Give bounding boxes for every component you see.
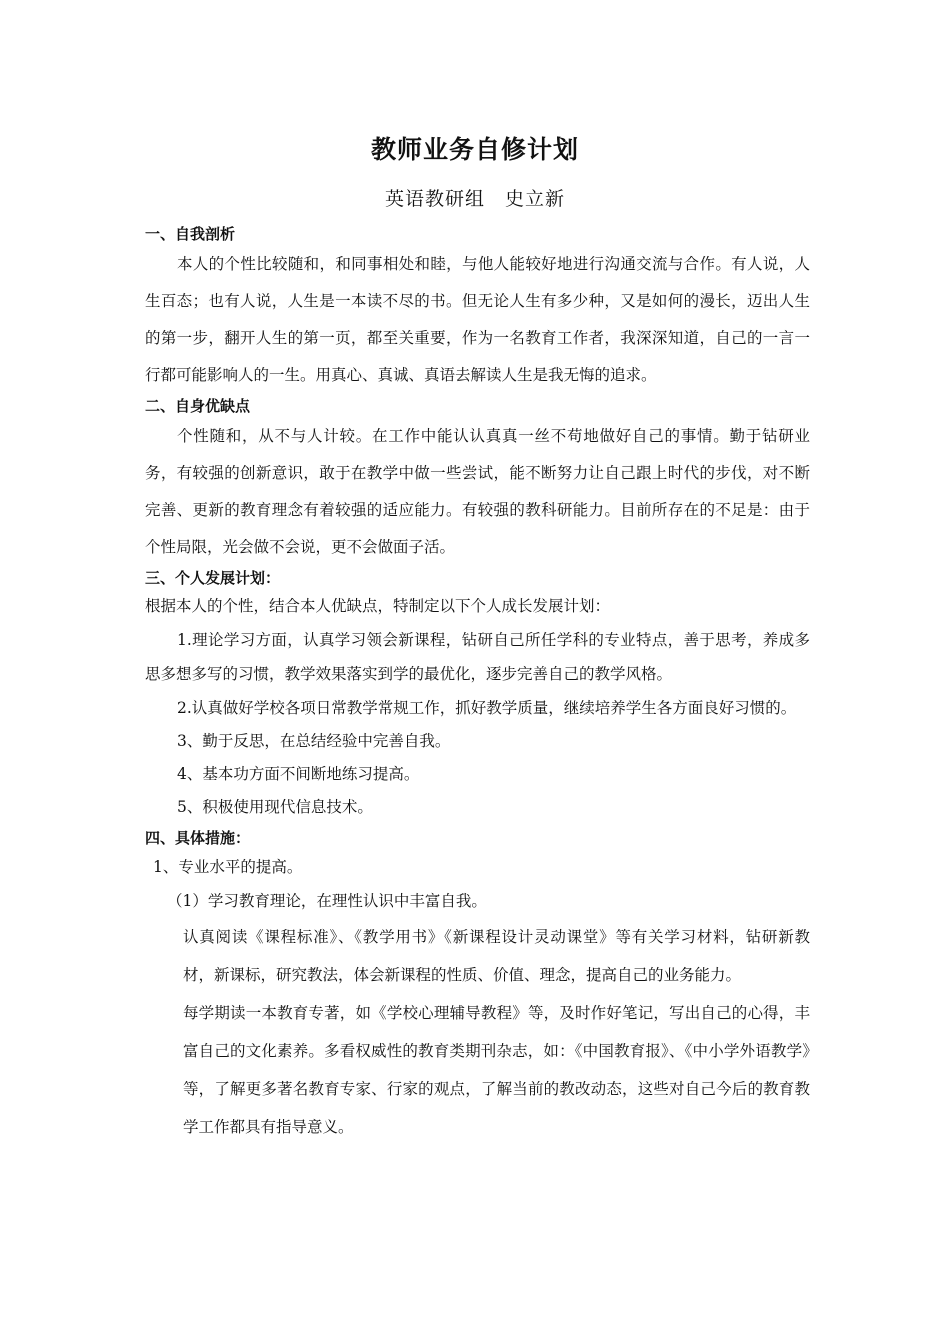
section-heading-self-analysis: 一、自我剖析 [145,225,236,243]
section-heading-strengths-weaknesses: 二、自身优缺点 [145,397,251,415]
document-body [145,222,810,1146]
plan-item: 4、基本功方面不间断地练习提高。 [177,765,420,783]
self-analysis-paragraph: 本人的个性比较随和，和同事相处和睦，与他人能较好地进行沟通交流与合作。有人说，人生百态；也有人说，人生是一本读不尽的书。但无论人生有多少种，又是如何的漫长，迈出人生的第一步，翻开人生的第一页，都至关重要，作为一名教育工作者，我深深知道，自己的一言一行都可能影响人的一生。用真心、真诚、真语去解读人生是我无悔的追求。 [145,255,810,384]
measures-subheading-professional: 1、专业水平的提高。 [153,858,303,876]
plan-item: 2.认真做好学校各项日常教学常规工作，抓好教学质量，继续培养学生各方面良好习惯的。 [177,699,797,717]
development-plan-intro: 根据本人的个性，结合本人优缺点，特制定以下个人成长发展计划： [145,597,611,615]
strengths-weaknesses-paragraph: 个性随和，从不与人计较。在工作中能认认真真一丝不苟地做好自己的事情。勤于钻研业务，有较强的创新意识，敢于在教学中做一些尝试，能不断努力让自己跟上时代的步伐，对不断完善、更新的教育理念有着较强的适应能力。有较强的教科研能力。目前所存在的不足是：由于个性局限，光会做不会说，更不会做面子活。 [145,427,810,556]
plan-item: 1.理论学习方面，认真学习领会新课程，钻研自己所任学科的专业特点，善于思考，养成多思多想多写的习惯，教学效果落实到学的最优化，逐步完善自己的教学风格。 [145,631,810,683]
section-heading-development-plan: 三、个人发展计划： [145,569,281,587]
theory-study-paragraph: 每学期读一本教育专著，如《学校心理辅导教程》等，及时作好笔记，写出自己的心得，丰富自己的文化素养。多看权威性的教育类期刊杂志，如：《中国教育报》、《中小学外语教学》等，了解更多著名教育专家、行家的观点，了解当前的教改动态，这些对自己今后的教育教学工作都具有指导意义。 [183,1004,810,1136]
plan-item: 3、勤于反思，在总结经验中完善自我。 [177,732,451,750]
plan-item: 5、积极使用现代信息技术。 [177,798,373,816]
document-byline: 英语教研组 史立新 [384,188,565,210]
theory-reading-paragraph: 认真阅读《课程标准》、《教学用书》《新课程设计灵动课堂》等有关学习材料，钻研新教材，新课标，研究教法，体会新课程的性质、价值、理念，提高自己的业务能力。 [183,928,810,984]
measures-subheading-theory: （1）学习教育理论，在理性认识中丰富自我。 [167,892,487,910]
section-heading-measures: 四、具体措施： [145,829,251,847]
document-title: 教师业务自修计划 [370,135,579,164]
